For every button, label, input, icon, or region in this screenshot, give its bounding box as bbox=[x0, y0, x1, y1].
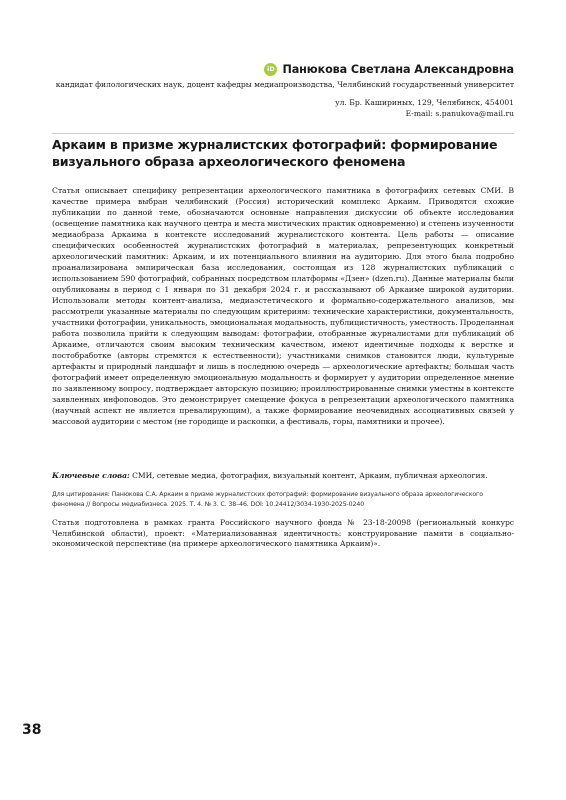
author-block bbox=[52, 63, 514, 119]
header-divider bbox=[52, 133, 514, 134]
author-name-row bbox=[52, 63, 514, 76]
author-email[interactable]: E-mail: s.panukova@mail.ru bbox=[405, 109, 514, 118]
article-abstract: Статья описывает специфику репрезентации археологического памятника в фотографиях сетевых СМИ. В качестве примера выбран челябинский (Россия) исторический комплекс Аркаим. Приводятся схожие публикации по данной теме, обозначаются основные направления дискуссии об объекте исследования (освещение памятника как научного центра и места мистических практик одновременно) и степень изученности медиаобраза Аркаима в контексте исследований журналистского контента. Цель работы — описание специфических особенностей журналистских фотографий в материалах, репрезентующих конкретный археологический памятник: Аркаим, и их потенциального влияния на аудиторию. Для этого была подробно проанализирована эмпирическая база исследования, состоящая из 128 журналистских публикаций с использованием 590 фотографий, собранных посредством платформы «Дзен» (dzen.ru). Данные материалы были опубликованы в период с 1 января по 31 декабря 2024 г. и рассказывают об Аркаиме широкой аудитории. Использовали методы контент-анализа, медиаэстетического и формально-содержательного анализов, мы рассмотрели указанные материалы по следующим критериям: технические характеристики, документальность, участники фотографии, уникальность, эмоциональная модальность, публицистичность, уместность. Проделанная работа позволила прийти к следующим выводам: фотографии, отобранные журналистами для публикаций об Аркаиме, отличаются своим высоким техническим качеством, имеют идентичные подходы к верстке и постобработке (авторы стремятся к естественности); участниками снимков становятся люди, культурные артефакты и природный ландшафт и лишь в последнюю очередь — археологические артефакты; большая часть фотографий имеет определенную эмоциональную модальность и формирует у аудитории определенное мнение по заявленному вопросу, подтверждает авторскую позицию; проиллюстрированные снимки уместны в контексте заявленных инфоповодов. Это демонстрирует смещение фокуса в репрезентации археологического памятника (научный аспект не является превалирующим), а также формирование неочевидных ассоциативных связей у массовой аудитории с местом (не городище и раскопки, а фестиваль, горы, памятники и прочее). bbox=[52, 186, 514, 426]
citation: Для цитирования: Панюкова С.А. Аркаим в призме журналистских фотографий: формирование визуального образа археологического феномена // Вопросы медиабизнеса. 2025. Т. 4. № 3. С. 38–46. DOI: 10.24412/3034-1930-2025-0240 bbox=[52, 491, 483, 508]
orcid-icon[interactable]: iD bbox=[264, 63, 277, 76]
author-address-block bbox=[52, 97, 514, 119]
article-title: Аркаим в призме журналистских фотографий: формирование визуального образа археологического феномена bbox=[52, 137, 498, 169]
author-postal-address: ул. Бр. Кашириных, 129, Челябинск, 454001 bbox=[335, 98, 514, 107]
author-name: Панюкова Светлана Александровна bbox=[282, 63, 514, 76]
keywords-label: Ключевые слова: bbox=[52, 471, 130, 480]
keywords-list: СМИ, сетевые медиа, фотография, визуальный контент, Аркаим, публичная археология. bbox=[129, 471, 488, 480]
keywords bbox=[52, 470, 514, 481]
page-number: 38 bbox=[22, 722, 42, 738]
author-affiliation: кандидат филологических наук, доцент кафедры медиапроизводства, Челябинский государственный университет bbox=[55, 80, 514, 89]
grant-acknowledgement: Статья подготовлена в рамках гранта Российского научного фонда № 23-18-20098 (региональный конкурс Челябинской области), проект: «Материализованная идентичность: конструирование памяти в социально-экономической перспективе (на примере археологического памятника Аркаим)». bbox=[52, 518, 514, 548]
